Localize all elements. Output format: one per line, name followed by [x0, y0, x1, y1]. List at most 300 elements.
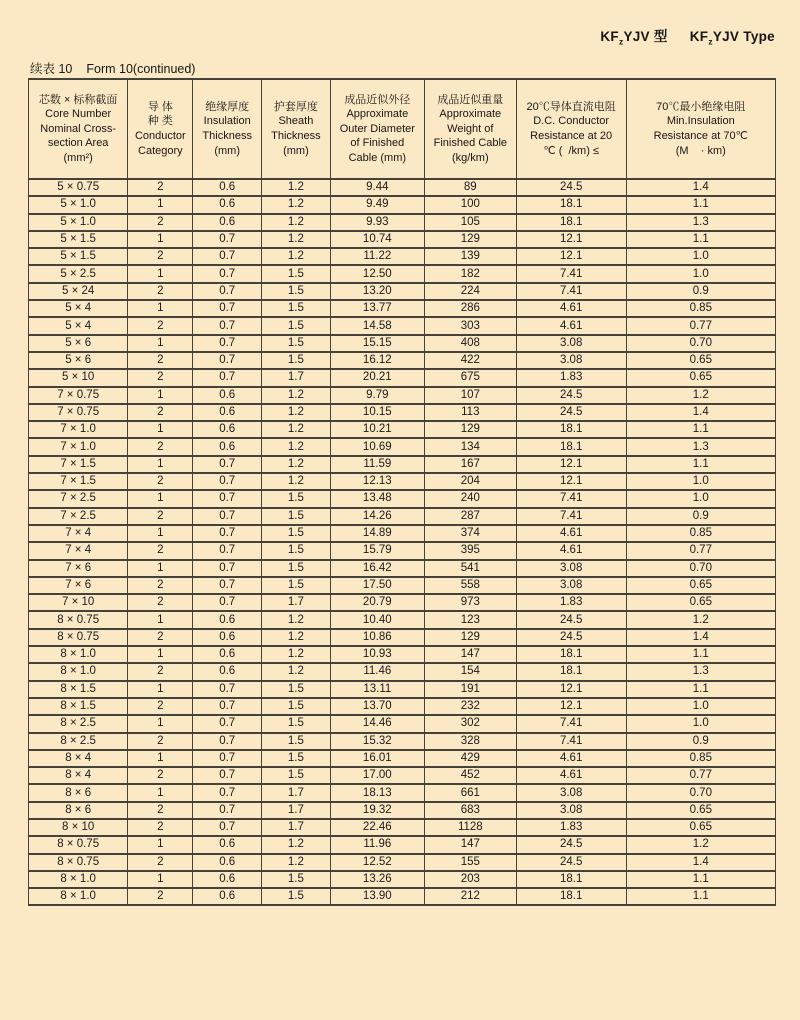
table-row	[29, 594, 776, 611]
table-cell: 2	[128, 854, 193, 871]
table-cell: 24.5	[516, 629, 626, 646]
column-header-min-insulation-resistance	[626, 79, 775, 179]
table-cell: 1128	[424, 819, 516, 836]
table-cell: 0.7	[193, 819, 262, 836]
table-cell: 0.85	[626, 525, 775, 542]
table-cell: 0.6	[193, 871, 262, 888]
table-cell: 1.5	[262, 352, 331, 369]
table-cell: 139	[424, 248, 516, 265]
table-cell: 0.6	[193, 854, 262, 871]
table-cell: 5 × 1.5	[29, 248, 128, 265]
table-cell: 1.4	[626, 179, 775, 196]
table-cell: 7 × 2.5	[29, 490, 128, 507]
table-cell: 203	[424, 871, 516, 888]
table-cell: 0.6	[193, 214, 262, 231]
table-cell: 7 × 4	[29, 542, 128, 559]
table-cell: 8 × 6	[29, 784, 128, 801]
table-cell: 1	[128, 490, 193, 507]
table-cell: 1.83	[516, 819, 626, 836]
table-cell: 8 × 0.75	[29, 629, 128, 646]
table-row	[29, 542, 776, 559]
table-cell: 8 × 0.75	[29, 611, 128, 628]
table-cell: 1	[128, 525, 193, 542]
table-cell: 1.5	[262, 542, 331, 559]
table-cell: 303	[424, 317, 516, 334]
table-cell: 7.41	[516, 283, 626, 300]
table-row	[29, 387, 776, 404]
table-cell: 0.85	[626, 750, 775, 767]
table-cell: 1.5	[262, 560, 331, 577]
table-cell: 4.61	[516, 542, 626, 559]
table-cell: 1.0	[626, 265, 775, 282]
header-line: of Finished	[350, 137, 405, 150]
table-cell: 1.0	[626, 490, 775, 507]
table-row	[29, 819, 776, 836]
table-cell: 1.2	[262, 438, 331, 455]
table-cell: 2	[128, 248, 193, 265]
table-cell: 2	[128, 438, 193, 455]
table-cell: 1.1	[626, 196, 775, 213]
table-cell: 2	[128, 802, 193, 819]
cable-type-label-en	[689, 29, 775, 47]
table-row	[29, 231, 776, 248]
table-row	[29, 335, 776, 352]
table-cell: 154	[424, 663, 516, 680]
header-line: 成品近似外径	[344, 93, 411, 106]
table-cell: 4.61	[516, 525, 626, 542]
table-cell: 0.7	[193, 352, 262, 369]
table-cell: 7 × 1.5	[29, 473, 128, 490]
table-cell: 1.5	[262, 871, 331, 888]
table-cell: 4.61	[516, 767, 626, 784]
header-line: Finished Cable	[433, 137, 507, 150]
table-cell: 1.7	[262, 802, 331, 819]
table-cell: 0.9	[626, 508, 775, 525]
table-cell: 0.7	[193, 715, 262, 732]
table-row	[29, 421, 776, 438]
table-cell: 8 × 1.0	[29, 871, 128, 888]
table-cell: 0.70	[626, 335, 775, 352]
table-caption-en: Form 10(continued)	[86, 62, 196, 76]
table-row	[29, 698, 776, 715]
table-caption-cn: 续表 10	[30, 62, 73, 76]
table-row	[29, 508, 776, 525]
table-cell: 0.77	[626, 767, 775, 784]
table-cell: 2	[128, 594, 193, 611]
table-row	[29, 525, 776, 542]
table-row	[29, 404, 776, 421]
table-cell: 1	[128, 387, 193, 404]
table-cell: 13.26	[330, 871, 424, 888]
table-cell: 1.5	[262, 750, 331, 767]
type-en-prefix: KF	[689, 29, 709, 44]
table-cell: 2	[128, 542, 193, 559]
table-cell: 5 × 1.5	[29, 231, 128, 248]
table-cell: 1	[128, 196, 193, 213]
table-cell: 24.5	[516, 836, 626, 853]
table-cell: 2	[128, 404, 193, 421]
table-row	[29, 663, 776, 680]
table-cell: 1.2	[262, 214, 331, 231]
table-cell: 16.12	[330, 352, 424, 369]
table-cell: 24.5	[516, 387, 626, 404]
table-row	[29, 369, 776, 386]
table-cell: 429	[424, 750, 516, 767]
table-cell: 0.7	[193, 473, 262, 490]
table-cell: 452	[424, 767, 516, 784]
table-cell: 10.93	[330, 646, 424, 663]
table-caption	[30, 59, 195, 77]
table-cell: 12.1	[516, 231, 626, 248]
table-cell: 3.08	[516, 335, 626, 352]
header-line: 成品近似重量	[437, 93, 504, 106]
table-cell: 105	[424, 214, 516, 231]
table-cell: 2	[128, 888, 193, 905]
table-cell: 0.65	[626, 577, 775, 594]
table-cell: 0.7	[193, 767, 262, 784]
table-cell: 7 × 10	[29, 594, 128, 611]
table-cell: 374	[424, 525, 516, 542]
table-cell: 0.65	[626, 802, 775, 819]
table-cell: 541	[424, 560, 516, 577]
table-row	[29, 490, 776, 507]
table-row	[29, 681, 776, 698]
table-cell: 1.1	[626, 888, 775, 905]
table-cell: 0.7	[193, 594, 262, 611]
table-cell: 0.6	[193, 196, 262, 213]
header-line: Cable (mm)	[348, 151, 407, 164]
table-row	[29, 611, 776, 628]
table-cell: 5 × 1.0	[29, 214, 128, 231]
table-cell: 10.86	[330, 629, 424, 646]
header-line: (kg/km)	[451, 151, 489, 164]
header-line: (mm)	[214, 144, 241, 157]
table-cell: 16.42	[330, 560, 424, 577]
table-cell: 1	[128, 300, 193, 317]
table-cell: 8 × 0.75	[29, 854, 128, 871]
table-cell: 1.83	[516, 369, 626, 386]
table-cell: 11.59	[330, 456, 424, 473]
table-row	[29, 629, 776, 646]
table-cell: 0.77	[626, 317, 775, 334]
table-cell: 10.74	[330, 231, 424, 248]
table-cell: 8 × 1.5	[29, 681, 128, 698]
table-cell: 0.6	[193, 629, 262, 646]
table-cell: 1.7	[262, 784, 331, 801]
table-cell: 0.6	[193, 438, 262, 455]
table-row	[29, 179, 776, 196]
header-line: Resistance at 70℃	[653, 130, 748, 142]
table-cell: 17.00	[330, 767, 424, 784]
table-row	[29, 767, 776, 784]
table-cell: 1.1	[626, 871, 775, 888]
table-cell: 24.5	[516, 404, 626, 421]
type-en-suffix: YJV Type	[712, 29, 775, 44]
table-cell: 1.5	[262, 715, 331, 732]
table-row	[29, 646, 776, 663]
table-cell: 14.46	[330, 715, 424, 732]
table-cell: 2	[128, 508, 193, 525]
table-cell: 1	[128, 750, 193, 767]
table-cell: 1.2	[262, 629, 331, 646]
table-cell: 1.5	[262, 265, 331, 282]
table-cell: 1.4	[626, 629, 775, 646]
table-cell: 7.41	[516, 265, 626, 282]
table-cell: 10.21	[330, 421, 424, 438]
table-cell: 2	[128, 698, 193, 715]
header-line: 导 体	[147, 100, 173, 113]
table-cell: 0.7	[193, 300, 262, 317]
table-cell: 1.2	[262, 611, 331, 628]
table-cell: 14.26	[330, 508, 424, 525]
header-line: Approximate	[439, 108, 502, 121]
table-cell: 2	[128, 819, 193, 836]
table-cell: 18.1	[516, 888, 626, 905]
table-cell: 5 × 2.5	[29, 265, 128, 282]
table-cell: 8 × 0.75	[29, 836, 128, 853]
table-cell: 0.6	[193, 836, 262, 853]
table-row	[29, 888, 776, 905]
table-body	[29, 179, 776, 905]
table-cell: 7 × 1.0	[29, 421, 128, 438]
table-cell: 13.11	[330, 681, 424, 698]
table-cell: 18.1	[516, 646, 626, 663]
table-cell: 5 × 4	[29, 317, 128, 334]
table-cell: 395	[424, 542, 516, 559]
header-line: Approximate	[346, 108, 409, 121]
table-cell: 1.7	[262, 594, 331, 611]
table-cell: 1.83	[516, 594, 626, 611]
header-line: ℃ ( /km) ≤	[543, 144, 599, 157]
header-line: 20℃导体直流电阻	[526, 100, 616, 113]
table-cell: 11.46	[330, 663, 424, 680]
table-cell: 3.08	[516, 577, 626, 594]
cable-spec-table	[28, 78, 776, 906]
column-header-insulation-thickness	[193, 79, 262, 179]
table-cell: 7.41	[516, 715, 626, 732]
table-cell: 2	[128, 369, 193, 386]
table-cell: 1.3	[626, 438, 775, 455]
table-cell: 15.15	[330, 335, 424, 352]
table-cell: 4.61	[516, 750, 626, 767]
table-cell: 1.5	[262, 335, 331, 352]
header-line: Resistance at 20	[530, 130, 613, 142]
table-cell: 8 × 2.5	[29, 733, 128, 750]
table-cell: 9.44	[330, 179, 424, 196]
table-header	[29, 79, 776, 179]
table-cell: 0.7	[193, 335, 262, 352]
header-line: 种 类	[147, 115, 173, 128]
table-cell: 1	[128, 836, 193, 853]
header-line: (mm²)	[63, 151, 93, 164]
table-cell: 0.7	[193, 560, 262, 577]
table-cell: 1	[128, 871, 193, 888]
table-cell: 422	[424, 352, 516, 369]
table-cell: 0.7	[193, 490, 262, 507]
table-cell: 1	[128, 421, 193, 438]
table-cell: 0.6	[193, 404, 262, 421]
table-cell: 1	[128, 611, 193, 628]
table-cell: 1.2	[262, 231, 331, 248]
header-line: Core Number	[45, 108, 112, 121]
table-row	[29, 456, 776, 473]
table-row	[29, 352, 776, 369]
table-cell: 232	[424, 698, 516, 715]
table-cell: 19.32	[330, 802, 424, 819]
table-cell: 20.79	[330, 594, 424, 611]
header-line: Min.Insulation	[666, 115, 735, 128]
table-cell: 1.1	[626, 421, 775, 438]
table-cell: 7 × 6	[29, 560, 128, 577]
table-cell: 0.7	[193, 681, 262, 698]
table-cell: 0.6	[193, 646, 262, 663]
table-cell: 675	[424, 369, 516, 386]
table-cell: 1.2	[262, 836, 331, 853]
table-cell: 287	[424, 508, 516, 525]
table-cell: 89	[424, 179, 516, 196]
table-cell: 24.5	[516, 611, 626, 628]
table-cell: 0.7	[193, 750, 262, 767]
table-cell: 5 × 4	[29, 300, 128, 317]
table-cell: 1.5	[262, 317, 331, 334]
table-cell: 1	[128, 560, 193, 577]
table-cell: 1.5	[262, 300, 331, 317]
table-cell: 1.5	[262, 767, 331, 784]
table-row	[29, 317, 776, 334]
table-cell: 3.08	[516, 560, 626, 577]
table-cell: 100	[424, 196, 516, 213]
table-cell: 0.7	[193, 456, 262, 473]
table-cell: 408	[424, 335, 516, 352]
table-row	[29, 836, 776, 853]
table-cell: 1.5	[262, 508, 331, 525]
table-cell: 1.1	[626, 456, 775, 473]
table-cell: 12.1	[516, 698, 626, 715]
table-cell: 302	[424, 715, 516, 732]
table-row	[29, 438, 776, 455]
table-cell: 0.7	[193, 248, 262, 265]
table-cell: 1	[128, 231, 193, 248]
table-cell: 134	[424, 438, 516, 455]
type-en-subscript: z	[708, 36, 713, 47]
table-cell: 8 × 1.5	[29, 698, 128, 715]
table-cell: 0.6	[193, 611, 262, 628]
table-cell: 1.2	[262, 387, 331, 404]
table-cell: 5 × 1.0	[29, 196, 128, 213]
table-cell: 9.93	[330, 214, 424, 231]
table-cell: 2	[128, 179, 193, 196]
table-cell: 0.7	[193, 577, 262, 594]
table-cell: 2	[128, 283, 193, 300]
table-cell: 12.52	[330, 854, 424, 871]
table-cell: 0.7	[193, 231, 262, 248]
table-cell: 2	[128, 214, 193, 231]
table-row	[29, 715, 776, 732]
page-title	[600, 25, 775, 47]
table-cell: 1	[128, 681, 193, 698]
table-cell: 9.49	[330, 196, 424, 213]
table-cell: 10.40	[330, 611, 424, 628]
table-row	[29, 473, 776, 490]
table-cell: 7 × 4	[29, 525, 128, 542]
table-cell: 224	[424, 283, 516, 300]
table-cell: 8 × 10	[29, 819, 128, 836]
table-row	[29, 802, 776, 819]
table-cell: 13.48	[330, 490, 424, 507]
table-cell: 14.58	[330, 317, 424, 334]
table-cell: 14.89	[330, 525, 424, 542]
table-row	[29, 248, 776, 265]
table-cell: 1	[128, 715, 193, 732]
table-cell: 18.13	[330, 784, 424, 801]
table-cell: 1.1	[626, 231, 775, 248]
cable-type-label-cn	[600, 29, 668, 47]
type-cn-subscript: z	[618, 36, 624, 47]
table-cell: 0.9	[626, 733, 775, 750]
table-cell: 7 × 2.5	[29, 508, 128, 525]
table-cell: 0.7	[193, 317, 262, 334]
table-cell: 5 × 0.75	[29, 179, 128, 196]
table-cell: 973	[424, 594, 516, 611]
table-cell: 8 × 1.0	[29, 888, 128, 905]
table-cell: 1.2	[262, 421, 331, 438]
table-row	[29, 300, 776, 317]
table-cell: 5 × 6	[29, 335, 128, 352]
table-cell: 1.2	[626, 387, 775, 404]
table-cell: 3.08	[516, 352, 626, 369]
column-header-approx-weight	[424, 79, 516, 179]
table-cell: 1.2	[262, 646, 331, 663]
table-cell: 1	[128, 335, 193, 352]
table-cell: 17.50	[330, 577, 424, 594]
table-cell: 1.5	[262, 888, 331, 905]
table-cell: 1.3	[626, 663, 775, 680]
table-cell: 4.61	[516, 317, 626, 334]
table-cell: 1.2	[262, 248, 331, 265]
table-cell: 12.1	[516, 681, 626, 698]
table-row	[29, 577, 776, 594]
table-cell: 1.2	[626, 836, 775, 853]
header-line: 70℃最小绝缘电阻	[656, 100, 746, 113]
table-cell: 13.20	[330, 283, 424, 300]
table-cell: 147	[424, 836, 516, 853]
table-cell: 2	[128, 352, 193, 369]
header-line: Sheath	[278, 115, 314, 128]
table-cell: 147	[424, 646, 516, 663]
table-cell: 1	[128, 456, 193, 473]
table-cell: 2	[128, 577, 193, 594]
table-row	[29, 871, 776, 888]
table-row	[29, 750, 776, 767]
table-cell: 0.9	[626, 283, 775, 300]
table-cell: 24.5	[516, 854, 626, 871]
table-cell: 155	[424, 854, 516, 871]
table-cell: 13.90	[330, 888, 424, 905]
table-cell: 7.41	[516, 733, 626, 750]
table-cell: 1.2	[262, 854, 331, 871]
table-cell: 2	[128, 473, 193, 490]
table-cell: 12.1	[516, 473, 626, 490]
table-cell: 1.5	[262, 733, 331, 750]
table-cell: 1.0	[626, 473, 775, 490]
table-cell: 191	[424, 681, 516, 698]
table-cell: 3.08	[516, 784, 626, 801]
header-line: Outer Diameter	[339, 122, 415, 135]
table-cell: 1.0	[626, 698, 775, 715]
table-cell: 113	[424, 404, 516, 421]
table-cell: 0.7	[193, 784, 262, 801]
table-cell: 9.79	[330, 387, 424, 404]
